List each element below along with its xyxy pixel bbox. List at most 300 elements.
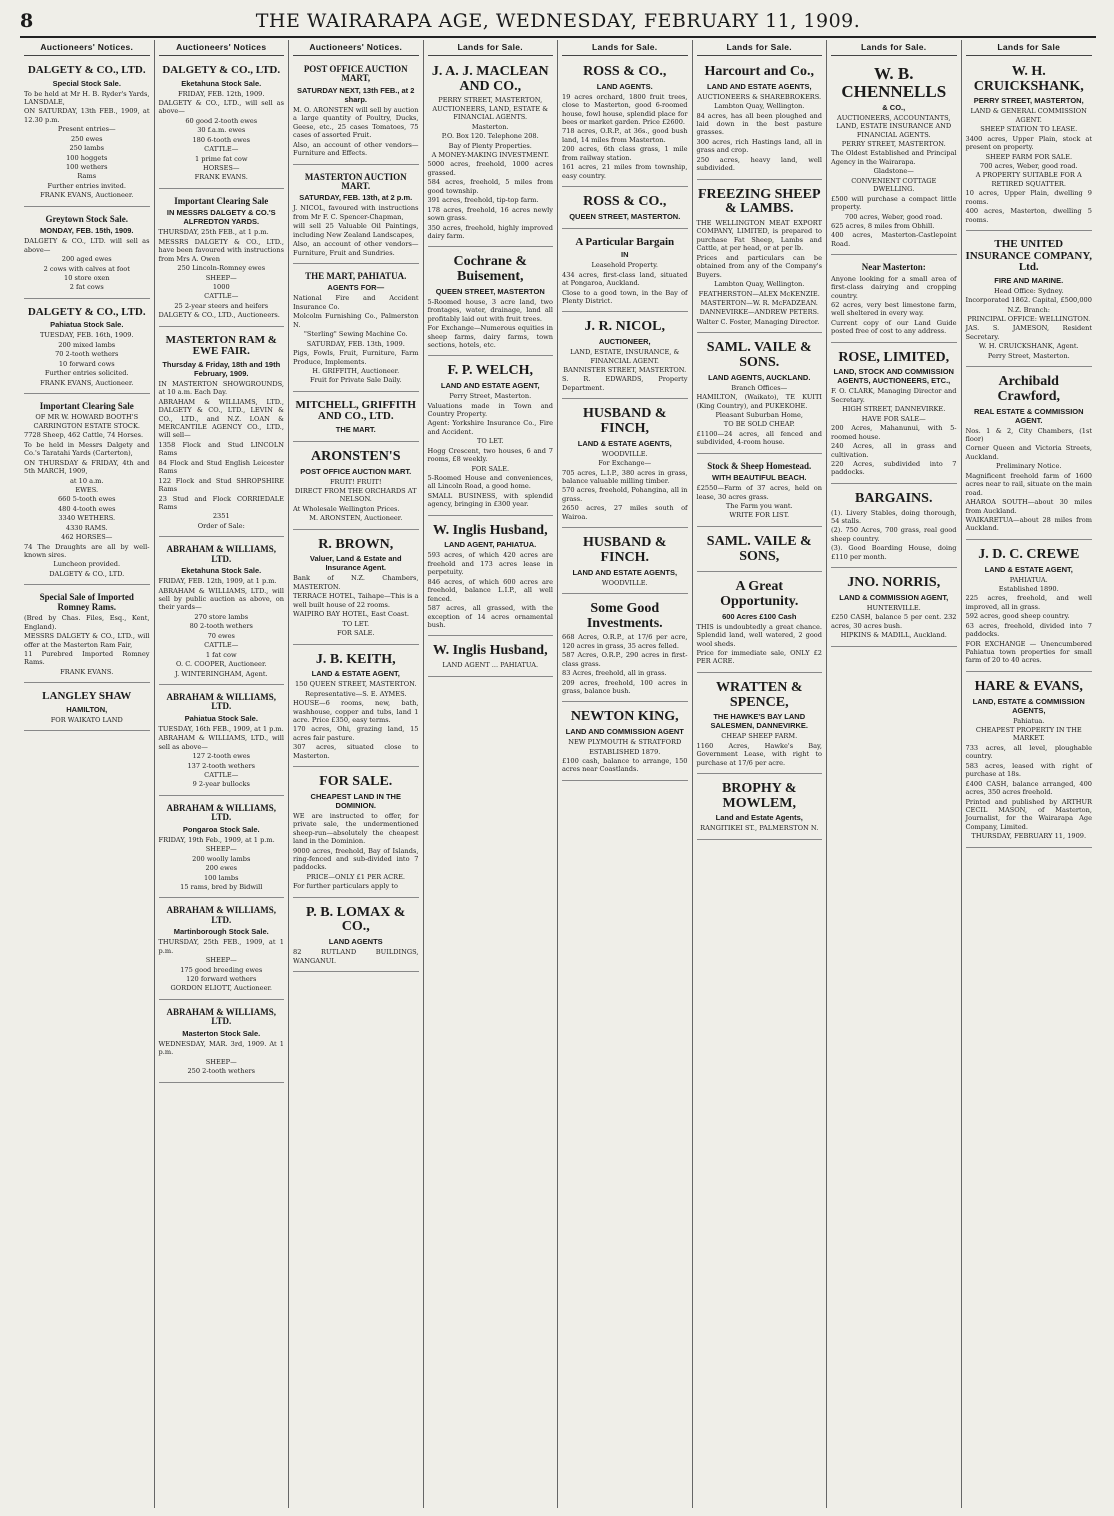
ad-text-line: For Exchange— bbox=[598, 459, 652, 468]
ad-title: Near Masterton: bbox=[861, 262, 926, 273]
advertisement bbox=[831, 571, 957, 646]
ad-text-line: 5-Roomed House and conveniences, all Lincoln Road, a good home. bbox=[427, 474, 553, 491]
ad-text-line: 400 acres, Masterton-Castlepoint Road. bbox=[831, 231, 957, 248]
ad-text-line: 307 acres, situated close to Masterton. bbox=[293, 743, 419, 760]
ad-text-line: W. H. CRUICKSHANK, Agent. bbox=[978, 342, 1079, 351]
ad-subtitle: LAND, STOCK AND COMMISSION AGENTS, AUCTIONEERS, ETC., bbox=[833, 367, 954, 386]
ad-text-line: Prices and particulars can be obtained from any of the Company's Buyers. bbox=[696, 253, 822, 279]
ad-text-line: SMALL BUSINESS, with splendid agency, bringing in £300 year. bbox=[427, 491, 553, 509]
ad-text-line: PRICE—ONLY £1 PER ACRE. bbox=[306, 872, 406, 881]
advertisement bbox=[562, 705, 688, 780]
ad-text-line: MESSRS DALGETY & CO., LTD., have been favoured with instructions from Mrs A. Owen bbox=[158, 237, 284, 263]
ad-subtitle: 600 Acres £100 Cash bbox=[722, 611, 797, 621]
newspaper-title: THE WAIRARAPA AGE, WEDNESDAY, FEBRUARY 11, 1909. bbox=[255, 10, 861, 32]
ad-text-line: 1000 bbox=[212, 282, 230, 291]
advertisement bbox=[293, 648, 419, 768]
ad-text-line: H. GRIFFITH, Auctioneer. bbox=[312, 366, 400, 375]
ad-text-line: Also, an account of other vendors—Furniture and Effects. bbox=[293, 140, 419, 158]
ad-text-line: 80 2-tooth wethers bbox=[189, 622, 253, 631]
column-1 bbox=[20, 40, 155, 1508]
ad-subtitle: FIRE AND MARINE. bbox=[994, 275, 1064, 285]
ad-title: Important Clearing Sale bbox=[39, 401, 134, 412]
ad-text-line: 100 wethers bbox=[65, 163, 108, 172]
advertisement bbox=[831, 346, 957, 484]
ad-text-line: 570 acres, freehold, Pohangina, all in grass. bbox=[562, 486, 688, 503]
ad-text-line: £250 CASH, balance 5 per cent. 232 acres, 30 acres bush. bbox=[831, 613, 957, 630]
ad-text-line: THURSDAY, FEBRUARY 11, 1909. bbox=[971, 832, 1087, 841]
ad-text-line: O. C. COOPER, Auctioneer. bbox=[176, 660, 267, 669]
ad-text-line: Lambton Quay, Wellington. bbox=[714, 102, 805, 111]
column-heading: Auctioneers' Notices. bbox=[24, 40, 150, 56]
advertisement bbox=[966, 60, 1093, 231]
advertisement bbox=[159, 330, 285, 538]
advertisement bbox=[966, 370, 1093, 540]
ad-text-line: P.O. Box 120. Telephone 208. bbox=[441, 132, 539, 141]
ad-subtitle: POST OFFICE AUCTION MART. bbox=[300, 466, 412, 476]
ad-text-line: 200 ewes bbox=[205, 864, 237, 873]
ad-text-line: HORSES— bbox=[202, 164, 240, 173]
ad-text-line: (3). Good Boarding House, doing £110 per month. bbox=[831, 544, 957, 561]
column-heading: Lands for Sale. bbox=[697, 40, 823, 56]
ad-text-line: Valuations made in Town and Country Property. bbox=[427, 401, 553, 418]
ad-text-line: 846 acres, of which 600 acres are freehold, balance L.I.P., all well fenced. bbox=[427, 577, 553, 603]
ad-text-line: J. NICOL, favoured with instructions from Mr F. C. Spencer-Chapman, bbox=[293, 204, 419, 221]
ad-text-line: Perry Street, Masterton. bbox=[449, 392, 532, 401]
ad-text-line: DALGETY & CO., LTD., will sell as above— bbox=[158, 98, 284, 116]
ad-text-line: at 10 a.m. bbox=[69, 476, 104, 485]
ad-text-line: WRITE FOR LIST. bbox=[729, 511, 790, 520]
advertisement bbox=[697, 575, 823, 673]
advertisement bbox=[697, 183, 823, 334]
column-heading: Lands for Sale. bbox=[831, 40, 957, 56]
advertisement bbox=[428, 60, 554, 247]
ad-text-line: CATTLE— bbox=[204, 641, 239, 650]
ad-text-line: Further entries invited. bbox=[47, 181, 127, 190]
ad-text-line: FOR SALE. bbox=[471, 464, 510, 473]
advertisement bbox=[562, 531, 688, 594]
ad-text-line: CONVENIENT COTTAGE DWELLING. bbox=[851, 176, 937, 194]
column-5 bbox=[558, 40, 693, 1508]
ad-text-line: 178 acres, freehold, 16 acres newly sown grass. bbox=[427, 205, 553, 223]
ad-text-line: will sell 25 Valuable Oil Paintings, including New Zealand Landscapes, bbox=[293, 222, 419, 239]
ad-title: THE UNITED INSURANCE COMPANY, Ltd. bbox=[965, 238, 1093, 274]
ad-text-line: 120 forward wethers bbox=[186, 975, 257, 984]
ad-text-line: FRANK EVANS. bbox=[60, 667, 114, 676]
ad-text-line: LAND AGENT ... PAHIATUA. bbox=[442, 661, 539, 670]
ad-text-line: JAS. S. JAMESON, Resident Secretary. bbox=[965, 324, 1092, 341]
column-2 bbox=[155, 40, 290, 1508]
ad-text-line: 250 acres, heavy land, well subdivided. bbox=[696, 155, 822, 173]
ad-subtitle: MONDAY, FEB. 15th, 1909. bbox=[39, 226, 134, 236]
ad-text-line: Magnificent freehold farm of 1600 acres near to rail, situate on the main road. bbox=[965, 471, 1092, 497]
ad-text-line: WE are instructed to offer, for private sale, the undermentioned sheep-run—absolutely the cheapest land in the Dominion. bbox=[293, 811, 419, 846]
ad-text-line: To be held in Messrs Dalgety and Co.'s Taratahi Yards (Carterton), bbox=[24, 440, 150, 458]
advertisement bbox=[159, 901, 285, 1000]
ad-title: BARGAINS. bbox=[855, 490, 933, 506]
ad-text-line: 200 acres, 6th class grass, 1 mile from railway station. bbox=[562, 145, 688, 162]
ad-text-line: 462 HORSES— bbox=[61, 533, 113, 542]
advertisement bbox=[24, 686, 150, 731]
advertisement bbox=[293, 445, 419, 530]
ad-text-line: 705 acres, L.I.P., 380 acres in grass, balance valuable milling timber. bbox=[562, 468, 688, 486]
ad-text-line: 9000 acres, freehold, Bay of Islands, ring-fenced and sub-divided into 7 paddocks. bbox=[293, 846, 419, 872]
ad-title: Some Good Investments. bbox=[586, 601, 663, 631]
ad-title: HUSBAND & FINCH, bbox=[582, 406, 667, 437]
ad-text-line: SHEEP— bbox=[205, 956, 237, 965]
ad-subtitle: THE MART. bbox=[335, 424, 376, 434]
advertisement bbox=[428, 639, 554, 676]
column-heading: Lands for Sale. bbox=[428, 40, 554, 56]
ad-text-line: 2 cows with calves at foot bbox=[43, 264, 130, 273]
advertisement bbox=[293, 60, 419, 165]
ad-text-line: PAHIATUA. bbox=[1009, 575, 1048, 584]
ad-text-line: ON SATURDAY, 13th FEB., 1909, at 12.30 p.m. bbox=[24, 107, 150, 124]
ad-text-line: CHEAP SHEEP FARM. bbox=[721, 732, 798, 741]
ad-title: WRATTEN & SPENCE, bbox=[716, 679, 803, 710]
ad-text-line: 10 store oxen bbox=[64, 273, 110, 282]
ad-text-line: Lambton Quay, Wellington. bbox=[714, 280, 805, 289]
ad-text-line: CATTLE— bbox=[204, 145, 239, 154]
ad-text-line: 350 acres, freehold, highly improved dairy farm. bbox=[427, 223, 553, 240]
ad-text-line: FRIDAY, 19th Feb., 1909, at 1 p.m. bbox=[158, 835, 275, 844]
ad-text-line: 1 fat cow bbox=[205, 650, 237, 659]
ad-text-line: 4330 RAMS. bbox=[65, 523, 108, 532]
ad-text-line: 62 acres, very best limestone farm, well sheltered in every way. bbox=[831, 301, 957, 318]
ad-text-line: 434 acres, first-class land, situated at Pongaroa, Auckland. bbox=[562, 270, 688, 288]
ad-subtitle: QUEEN STREET, MASTERTON bbox=[435, 286, 545, 296]
advertisement bbox=[697, 777, 823, 840]
ad-text-line: 150 QUEEN STREET, MASTERTON. bbox=[294, 680, 417, 689]
ad-text-line: 200 aged ewes bbox=[61, 255, 112, 264]
ad-text-line: 10 acres, Upper Plain, dwelling 9 rooms. bbox=[965, 189, 1092, 206]
ad-text-line: 11 Purebred Imported Romney Rams. bbox=[24, 649, 150, 667]
advertisement bbox=[293, 770, 419, 898]
ad-text-line: 3340 WETHERS. bbox=[58, 514, 116, 523]
ad-text-line: 593 acres, of which 420 acres are freehold and 173 acres lease in perpetuity. bbox=[427, 551, 553, 577]
ad-title: DALGETY & CO., LTD. bbox=[162, 64, 281, 76]
ad-text-line: HAVE FOR SALE— bbox=[861, 414, 926, 423]
advertisement bbox=[562, 232, 688, 313]
ad-text-line: £1100—24 acres, all fenced and subdivided, 4-room house. bbox=[696, 429, 822, 447]
ad-title: Special Sale of Imported Romney Rams. bbox=[39, 592, 134, 612]
ad-text-line: 15 rams, bred by Bidwill bbox=[180, 882, 263, 891]
ad-title: R. BROWN, bbox=[318, 536, 394, 552]
ad-text-line: 137 2-tooth wethers bbox=[187, 761, 256, 770]
ad-text-line: 9 2-year bullocks bbox=[192, 780, 250, 789]
ad-text-line: 5-Roomed house, 3 acre land, two frontages, water, drainage, land all profitably laid out with fruit trees. bbox=[427, 297, 553, 323]
ad-text-line: Current copy of our Land Guide posted free of cost to any address. bbox=[831, 318, 957, 336]
ad-text-line: Order of Sale: bbox=[197, 521, 245, 530]
ad-text-line: 700 acres, Weber, good road. bbox=[979, 162, 1078, 170]
advertisement bbox=[24, 210, 150, 299]
ad-title: FOR SALE. bbox=[319, 774, 393, 790]
ad-text-line: Perry Street, Masterton. bbox=[987, 351, 1070, 360]
ad-subtitle: REAL ESTATE & COMMISSION AGENT. bbox=[973, 406, 1084, 425]
ad-title: FREEZING SHEEP & LAMBS. bbox=[697, 186, 821, 217]
ad-title: ABRAHAM & WILLIAMS, LTD. bbox=[166, 905, 277, 925]
ad-title: Archibald Crawford, bbox=[997, 374, 1061, 404]
advertisement bbox=[159, 192, 285, 327]
ad-text-line: HIPKINS & MADILL, Auckland. bbox=[840, 631, 947, 640]
ad-title: W. H. CRUICKSHANK, bbox=[973, 64, 1084, 94]
advertisement bbox=[428, 519, 554, 637]
ad-text-line: To be held at Mr H. B. Ryder's Yards, LANSDALE, bbox=[24, 89, 150, 106]
ad-text-line: BANNISTER STREET, MASTERTON. bbox=[563, 366, 687, 375]
ad-text-line: ESTABLISHED 1879. bbox=[589, 747, 661, 756]
ad-text-line: NEW PLYMOUTH & STRATFORD bbox=[568, 738, 682, 747]
ad-text-line: "Sterling" Sewing Machine Co. bbox=[303, 330, 408, 339]
ad-text-line: DALGETY & CO., LTD. bbox=[49, 569, 125, 578]
advertisement bbox=[159, 688, 285, 796]
ad-text-line: £100 cash, balance to arrange, 150 acres near Coastlands. bbox=[562, 757, 688, 774]
ad-text-line: 592 acres, good sheep country. bbox=[965, 612, 1070, 621]
ad-text-line: 161 acres, 21 miles from township, easy country. bbox=[562, 163, 688, 180]
ad-text-line: Molcolm Furnishing Co., Palmerston N. bbox=[293, 312, 419, 329]
ad-title: Harcourt and Co., bbox=[704, 64, 814, 79]
ad-text-line: 82 RUTLAND BUILDINGS, WANGANUI. bbox=[293, 948, 419, 965]
ad-text-line: 175 good breeding ewes bbox=[180, 965, 263, 974]
ad-title: SAML. VAILE & SONS. bbox=[706, 340, 812, 370]
ad-text-line: PERRY STREET, MASTERTON, AUCTIONEERS, LAND, ESTATE & FINANCIAL AGENTS. bbox=[432, 96, 549, 122]
advertisement bbox=[24, 302, 150, 394]
ad-text-line: 84 Flock and Stud English Leicester Rams bbox=[158, 458, 284, 476]
ad-title: A Particular Bargain bbox=[575, 235, 675, 248]
ad-text-line: 718 acres, O.R.P., at 36s., good bush land, 14 miles from Masterton. bbox=[562, 127, 688, 144]
ad-subtitle: LAND AGENTS. bbox=[596, 81, 653, 91]
ad-text-line: (Bred by Chas. Files, Esq., Kent, England). bbox=[24, 614, 150, 631]
ad-text-line: CATTLE— bbox=[204, 771, 239, 780]
ad-text-line: Also, an account of other vendors—Furniture, Fruit and Sundries. bbox=[293, 240, 419, 257]
ad-subtitle: QUEEN STREET, MASTERTON. bbox=[569, 211, 681, 221]
ad-text-line: SHEEP— bbox=[205, 1057, 237, 1066]
ad-title: ABRAHAM & WILLIAMS, LTD. bbox=[166, 802, 277, 823]
ad-title: J. R. NICOL, bbox=[584, 319, 665, 335]
ad-text-line: LAND & GENERAL COMMISSION AGENT. bbox=[970, 107, 1087, 124]
ad-text-line: THE WELLINGTON MEAT EXPORT COMPANY, LIMITED, is prepared to purchase Fat Sheep, Lambs and Cattle, at per head, or at per lb. bbox=[696, 219, 822, 253]
ad-text-line: 660 5-tooth ewes bbox=[57, 495, 116, 504]
advertisement bbox=[428, 359, 554, 515]
ad-text-line: HOUSE—6 rooms, new, bath, washhouse, copper and tubs, land 1 acre. Price £350, easy terms. bbox=[293, 699, 419, 724]
ad-text-line: £400 CASH, balance arranged, 400 acres, 350 acres freehold. bbox=[965, 779, 1092, 797]
ad-text-line: 220 Acres, subdivided into 7 paddocks. bbox=[831, 459, 957, 477]
advertisement bbox=[562, 190, 688, 229]
ad-text-line: FOR EXCHANGE — Unencumbered Pahiatua town properties for small farm of 20 to 40 acres. bbox=[965, 639, 1092, 665]
ad-text-line: F. O. CLARK, Managing Director and Secretary. bbox=[831, 387, 957, 404]
ad-title: ABRAHAM & WILLIAMS, LTD. bbox=[166, 1006, 277, 1027]
ad-subtitle: & CO., bbox=[882, 102, 906, 112]
ad-subtitle: LAND AND COMMISSION AGENT bbox=[565, 727, 684, 737]
ad-text-line: LAND, ESTATE, INSURANCE, & FINANCIAL AGENT. bbox=[570, 348, 680, 365]
ad-text-line: 300 acres, rich Hastings land, all in grass and crop. bbox=[696, 137, 822, 155]
ad-text-line: 60 good 2-tooth ewes bbox=[185, 116, 258, 125]
ad-title: JNO. NORRIS, bbox=[847, 575, 941, 591]
ad-text-line: GORDON ELIOTT, Auctioneer. bbox=[170, 984, 273, 993]
ad-title: ROSS & CO., bbox=[583, 194, 667, 210]
ad-subtitle: LAND, ESTATE & COMMISSION AGENTS, bbox=[972, 696, 1085, 715]
ad-text-line: Anyone looking for a small area of first-class dairying and cropping country. bbox=[831, 274, 957, 300]
ad-text-line: TUESDAY, 16th FEB., 1909, at 1 p.m. bbox=[158, 724, 284, 733]
advertisement bbox=[24, 588, 150, 683]
ad-text-line: 170 acres, Ohi, grazing land, 15 acres fair pasture. bbox=[293, 725, 419, 742]
ad-text-line: A MONEY-MAKING INVESTMENT. bbox=[431, 151, 549, 159]
ad-text-line: THURSDAY, 25th FEB., at 1 p.m. bbox=[158, 228, 269, 237]
column-7 bbox=[827, 40, 962, 1508]
advertisement bbox=[159, 60, 285, 189]
ad-text-line: WAIKARETUA—about 28 miles from Auckland. bbox=[965, 515, 1092, 533]
ad-text-line: 25 2-year steers and heifers bbox=[174, 301, 269, 310]
ad-subtitle: LAND & ESTATE AGENTS, bbox=[577, 438, 672, 448]
ad-title: HUSBAND & FINCH. bbox=[582, 535, 667, 565]
ad-title: Important Clearing Sale bbox=[174, 195, 269, 206]
ad-text-line: DALGETY & CO., LTD., Auctioneers. bbox=[158, 311, 280, 320]
column-4 bbox=[424, 40, 559, 1508]
ad-text-line: 7728 Sheep, 462 Cattle, 74 Horses. bbox=[24, 431, 144, 440]
ad-subtitle: Pahiatua Stock Sale. bbox=[50, 320, 124, 330]
ad-text-line: FOR WAIKATO LAND bbox=[50, 715, 123, 724]
ad-subtitle: THE HAWKE'S BAY LAND SALESMEN, DANNEVIRKE. bbox=[710, 712, 808, 731]
advertisement bbox=[697, 457, 823, 527]
ad-text-line: (2). 750 Acres, 700 grass, real good sheep country. bbox=[831, 526, 957, 543]
ad-text-line: MASTERTON—W. R. McFADZEAN. bbox=[700, 298, 818, 307]
ad-text-line: 250 ewes bbox=[70, 134, 103, 143]
advertisement bbox=[697, 676, 823, 774]
ad-title: Greytown Stock Sale. bbox=[45, 213, 129, 224]
ad-text-line: FRIDAY, FEB. 12th, 1909. bbox=[178, 89, 265, 98]
ad-text-line: For Exchange—Numerous equities in sheep farms, dairy farms, town sections, hotels, etc. bbox=[427, 324, 553, 349]
ad-text-line: OF MR W. HOWARD BOOTH'S CARRINGTON ESTATE STOCK. bbox=[33, 413, 140, 430]
ad-text-line: CATTLE— bbox=[204, 292, 239, 301]
ad-text-line: £500 will purchase a compact little property. bbox=[831, 194, 957, 212]
column-heading: Auctioneers' Notices bbox=[159, 40, 285, 56]
ad-text-line: WEDNESDAY, MAR. 3rd, 1909. At 1 p.m. bbox=[158, 1039, 284, 1057]
advertisement bbox=[24, 60, 150, 207]
ad-title: J. A. J. MACLEAN AND CO., bbox=[431, 64, 549, 94]
ad-title: NEWTON KING, bbox=[570, 709, 679, 725]
ad-text-line: Bay of Plenty Properties. bbox=[448, 141, 532, 150]
ad-text-line: National Fire and Accident Insurance Co. bbox=[293, 294, 419, 311]
ad-text-line: Preliminary Notice. bbox=[996, 462, 1062, 471]
ad-text-line: 200 woolly lambs bbox=[192, 854, 251, 863]
ad-text-line: THURSDAY, 25th FEB., 1909, at 1 p.m. bbox=[158, 938, 284, 955]
ad-text-line: 400 acres, Masterton, dwelling 5 rooms. bbox=[965, 207, 1092, 224]
ad-text-line: Fruit for Private Sale Daily. bbox=[310, 376, 402, 385]
ad-text-line: 250 lambs bbox=[69, 144, 105, 153]
advertisement bbox=[831, 60, 957, 255]
ad-subtitle: LAND AND ESTATE AGENTS, bbox=[572, 567, 678, 577]
ad-text-line: 391 acres, freehold, tip-top farm. bbox=[427, 196, 539, 205]
ad-title: DALGETY & CO., LTD. bbox=[27, 64, 146, 76]
ad-text-line: TO LET. bbox=[342, 619, 370, 628]
ad-text-line: Head Office: Sydney. bbox=[993, 286, 1064, 295]
ad-title: MASTERTON RAM & EWE FAIR. bbox=[165, 333, 277, 358]
ad-text-line: 200 Acres, Mahanunui, with 5-roomed house. bbox=[831, 424, 957, 441]
ad-subtitle: SATURDAY NEXT, 13th FEB., at 2 sharp. bbox=[297, 85, 415, 104]
advertisement bbox=[697, 530, 823, 572]
advertisement bbox=[697, 60, 823, 180]
ad-text-line: For further particulars apply to bbox=[293, 882, 398, 891]
ad-subtitle: AUCTIONEER, bbox=[598, 337, 651, 347]
ad-text-line: SHEEP STATION TO LEASE. bbox=[980, 125, 1078, 134]
ad-text-line: SHEEP— bbox=[205, 845, 237, 854]
advertisement bbox=[293, 395, 419, 442]
ad-text-line: 209 acres, freehold, 100 acres in grass, balance bush. bbox=[562, 678, 688, 696]
ad-text-line: Present entries— bbox=[57, 125, 116, 134]
ad-text-line: 240 Acres, all in grass and cultivation. bbox=[831, 442, 957, 459]
advertisement bbox=[24, 397, 150, 585]
ad-text-line: 84 acres, has all been ploughed and laid down in the best pasture grasses. bbox=[696, 111, 822, 137]
advertisement bbox=[159, 540, 285, 685]
ad-text-line: The Oldest Established and Principal Agency in the Wairarapa. bbox=[831, 149, 957, 166]
ad-text-line: DALGETY & CO., LTD. will sell as above— bbox=[24, 237, 150, 254]
ad-text-line: 2 fat cows bbox=[69, 283, 104, 292]
advertisement bbox=[966, 234, 1093, 367]
ad-subtitle: CHEAPEST LAND IN THE DOMINION. bbox=[310, 791, 401, 810]
column-8 bbox=[962, 40, 1097, 1508]
page-number: 8 bbox=[20, 10, 34, 32]
advertisement bbox=[293, 267, 419, 392]
ad-subtitle: Eketahuna Stock Sale. bbox=[181, 566, 262, 576]
ad-text-line: Incorporated 1862. Capital, £500,000 bbox=[965, 296, 1092, 305]
ad-text-line: AUCTIONEERS & SHAREBROKERS. bbox=[697, 92, 822, 101]
ad-text-line: 127 2-tooth ewes bbox=[192, 752, 251, 761]
ad-subtitle: LAND AGENTS, AUCKLAND. bbox=[708, 372, 811, 382]
ad-subtitle: PERRY STREET, MASTERTON, bbox=[973, 96, 1084, 106]
ad-title: ROSS & CO., bbox=[583, 64, 667, 79]
ad-text-line: M. O. ARONSTEN will sell by auction a large quantity of Poultry, Ducks, Geese, etc., 25 cases Tomatoes, 75 cases of assorted Fruit. bbox=[293, 105, 419, 140]
ad-subtitle: LAND AND ESTATE AGENTS, bbox=[706, 81, 812, 91]
column-heading: Lands for Sale bbox=[966, 40, 1093, 56]
ad-subtitle: Martinborough Stock Sale. bbox=[173, 927, 269, 937]
ad-text-line: AUCTIONEERS, ACCOUNTANTS, LAND, ESTATE INSURANCE AND FINANCIAL AGENTS. bbox=[836, 113, 952, 139]
ad-text-line: HIGH STREET, DANNEVIRKE. bbox=[842, 405, 946, 414]
ad-text-line: 700 acres, Weber, good road. bbox=[844, 212, 943, 221]
ad-text-line: 480 4-tooth ewes bbox=[57, 504, 116, 513]
ad-subtitle: Land and Estate Agents, bbox=[715, 813, 803, 823]
ad-title: F. P. WELCH, bbox=[447, 363, 533, 379]
ad-text-line: 122 Flock and Stud SHROPSHIRE Rams bbox=[158, 476, 284, 494]
advertisement bbox=[562, 60, 688, 187]
ad-title: DALGETY & CO., LTD. bbox=[27, 305, 146, 318]
ad-text-line: 584 acres, freehold, 5 miles from good township. bbox=[427, 178, 553, 195]
masthead bbox=[20, 6, 1096, 38]
ad-text-line: (1). Livery Stables, doing thorough, 54 stalls. bbox=[831, 508, 957, 525]
ad-text-line: 2351 bbox=[212, 512, 230, 521]
advertisement bbox=[293, 533, 419, 645]
ad-subtitle: Pongaroa Stock Sale. bbox=[182, 824, 260, 834]
ad-text-line: 587 acres, all grassed, with the exception of 14 acres ornamental bush. bbox=[427, 604, 553, 629]
ad-text-line: 625 acres, 8 miles from Obhill. bbox=[831, 221, 935, 230]
ad-text-line: IN MASTERTON SHOWGROUNDS, at 10 a.m. Each Day. bbox=[158, 379, 284, 397]
ad-subtitle: LAND & ESTATE AGENT, bbox=[311, 669, 400, 679]
ad-text-line: Branch Offices— bbox=[731, 383, 788, 392]
advertisement bbox=[697, 336, 823, 453]
ad-text-line: £2550—Farm of 37 acres, held on lease, 30 acres grass. bbox=[696, 484, 822, 501]
ad-text-line: HAMILTON, (Waikato), TE KUITI (King Country), and PUKEKOHE. bbox=[696, 393, 822, 410]
ad-subtitle: LAND AND ESTATE AGENT, bbox=[440, 381, 540, 391]
ad-title: ABRAHAM & WILLIAMS, LTD. bbox=[166, 544, 277, 564]
column-3 bbox=[289, 40, 424, 1508]
ad-text-line: 1 prime fat cow bbox=[195, 154, 248, 163]
advertisement bbox=[966, 675, 1093, 848]
ad-text-line: A PROPERTY SUITABLE FOR A RETIRED SQUATTER. bbox=[975, 171, 1082, 188]
ad-subtitle: AGENTS FOR— bbox=[327, 283, 385, 293]
ad-text-line: EWES. bbox=[75, 485, 99, 494]
ad-text-line: FRUIT! FRUIT! bbox=[329, 477, 382, 486]
ad-text-line: ABRAHAM & WILLIAMS, LTD., will sell as above— bbox=[158, 734, 284, 751]
ad-text-line: 3400 acres, Upper Plain, stock at present on property. bbox=[965, 134, 1092, 152]
ad-text-line: Close to a good town, in the Bay of Plenty District. bbox=[562, 288, 688, 306]
ad-text-line: MESSRS DALGETY & CO., LTD., will offer at the Masterton Ram Fair, bbox=[24, 632, 150, 649]
